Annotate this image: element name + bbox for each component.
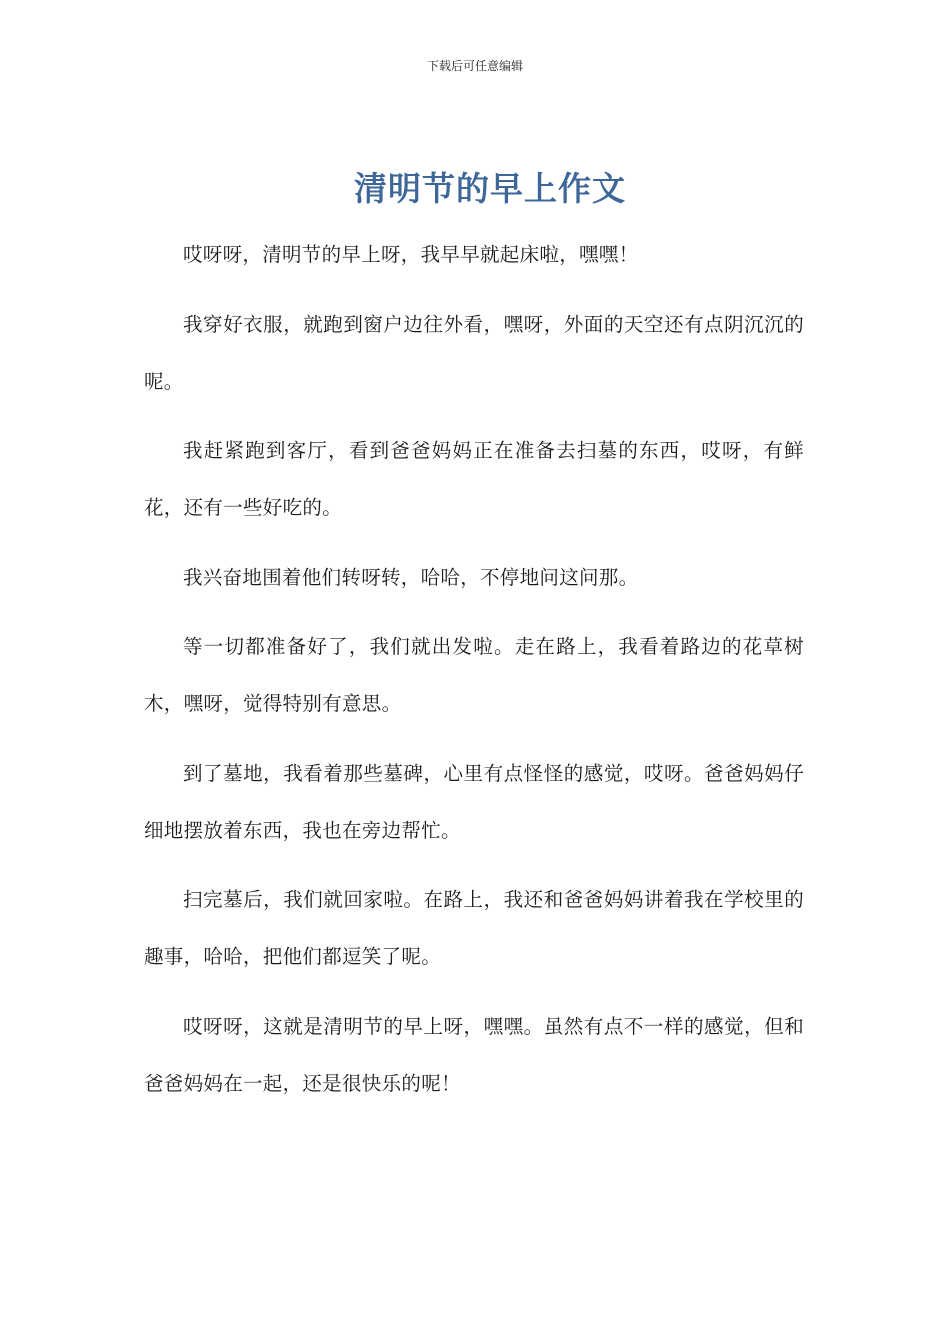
paragraph-1: 哎呀呀，清明节的早上呀，我早早就起床啦，嘿嘿！ [183, 243, 639, 266]
paragraph-4: 我兴奋地围着他们转呀转，哈哈，不停地问这问那。 [183, 565, 639, 589]
paragraph-8: 哎呀呀，这就是清明节的早上呀，嘿嘿。虽然有点不一样的感觉，但和爸爸妈妈在一起，还是很快乐的呢！ [144, 1014, 804, 1095]
page-header-note: 下载后可任意编辑 [426, 59, 523, 73]
paragraph-5: 等一切都准备好了，我们就出发啦。走在路上，我看着路边的花草树木，嘿呀，觉得特别有意思。 [144, 635, 804, 715]
paragraph-2: 我穿好衣服，就跑到窗户边往外看，嘿呀，外面的天空还有点阴沉沉的呢。 [144, 312, 804, 393]
document-title: 清明节的早上作文 [354, 169, 626, 208]
paragraph-3: 我赶紧跑到客厅，看到爸爸妈妈正在准备去扫墓的东西，哎呀，有鲜花，还有一些好吃的。 [144, 439, 804, 519]
document-body [144, 226, 804, 1124]
paragraph-6: 到了墓地，我看着那些墓碑，心里有点怪怪的感觉，哎呀。爸爸妈妈仔细地摆放着东西，我也在旁边帮忙。 [144, 761, 804, 842]
paragraph-7: 扫完墓后，我们就回家啦。在路上，我还和爸爸妈妈讲着我在学校里的趣事，哈哈，把他们都逗笑了呢。 [144, 888, 804, 968]
